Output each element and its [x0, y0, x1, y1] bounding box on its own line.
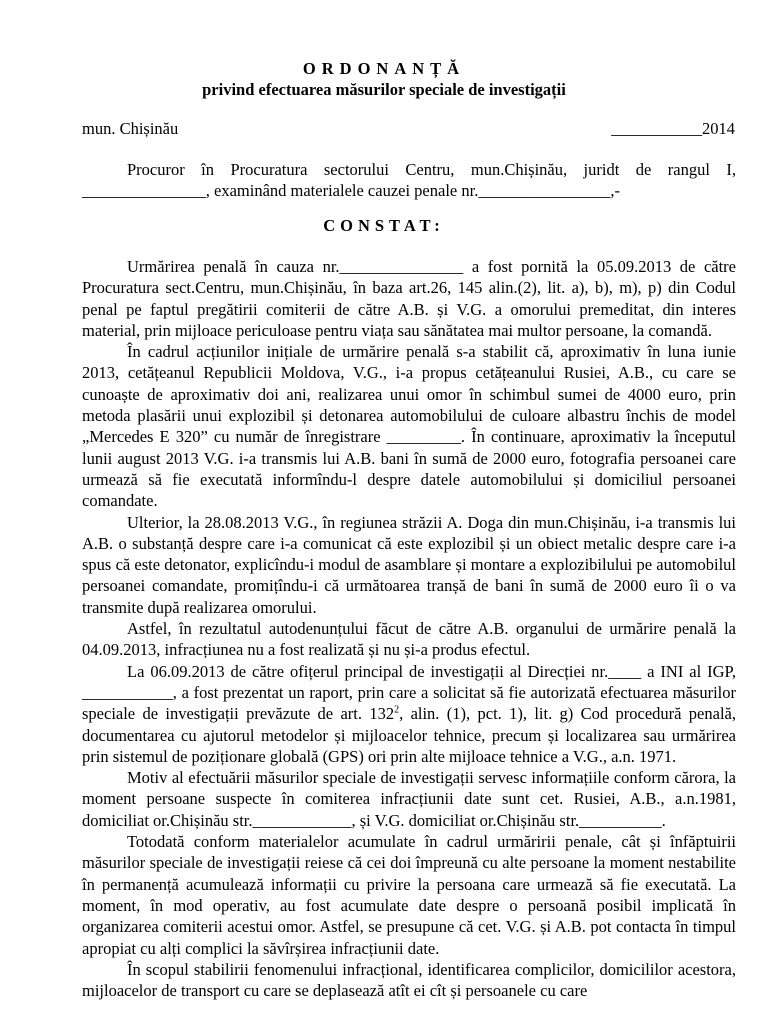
paragraph-1: Urmărirea penală în cauza nr._______________ a fost pornită la 05.09.2013 de către Procuratura sect.Centru, mun.Chișinău, în baza art.26, 145 alin.(2), lit. a), b), m), p) din Codul penal pe faptul pregătirii comiterii de către A.B. și V.G. a omorului premeditat, din interes material, prin mijloace periculoase pentru viața sau sănătatea mai multor persoane, la comandă. — [82, 257, 736, 340]
intro-paragraph: Procuror în Procuratura sectorului Centru, mun.Chișinău, juridt de rangul I, _______________, examinând materialele cauzei penale nr.________________,- — [82, 160, 736, 201]
paragraph-5 — [82, 661, 736, 767]
section-heading-constat: CONSTAT: — [323, 216, 445, 235]
paragraph-6: Motiv al efectuării măsurilor speciale de investigații servesc informațiile conform cărora, la moment persoane suspecte în comiterea infracțiunii date sunt cet. Rusiei, A.B., a.n.1981, domiciliat or.Chișinău str.____________, și V.G. domiciliat or.Chișinău str.__________. — [82, 768, 736, 830]
document-title: ORDONANȚĂ — [302, 59, 466, 78]
paragraph-5-part-b: , alin. (1), pct. 1), lit. g) Cod procedură penală, documentarea cu ajutorul metodelor și mijloacelor tehnice, precum și localizarea sau urmărirea prin sistemul de poziționare globală (GPS) ori prin alte mijloace tehnice a V.G., a.n. 1971. — [82, 704, 736, 766]
paragraph-3: Ulterior, la 28.08.2013 V.G., în regiunea străzii A. Doga din mun.Chișinău, i-a transmis lui A.B. o substanță despre care i-a comunicat că este explozibil și un obiect metalic despre care i-a spus că este detonator, explicîndu-i modul de asamblare și montare a explozibilului pe automobilul persoanei comandate, promițîndu-i că următoarea tranșă de bani în sumă de 2000 euro îi o va transmite după realizarea omorului. — [82, 512, 736, 617]
place-of-issue: mun. Chișinău — [82, 119, 179, 138]
document-body — [82, 256, 736, 1001]
intro-block — [82, 159, 736, 202]
document-subtitle: privind efectuarea măsurilor speciale de investigații — [202, 80, 566, 99]
article-superscript: 2 — [394, 704, 400, 716]
paragraph-2: În cadrul acțiunilor inițiale de urmărire penală s-a stabilit că, aproximativ în luna iunie 2013, cetățeanul Republicii Moldova, V.G., i-a propus cetățeanului Rusiei, A.B., cu care se cunoaște de aproximativ doi ani, realizarea unui omor în schimbul sumei de 4000 euro, prin metoda plasării unui explozibil și detonarea automobilului de culoare albastru închis de model „Mercedes E 320” cu număr de înregistrare _________. În continuare, aproximativ la începutul lunii august 2013 V.G. i-a transmis lui A.B. bani în sumă de 2000 euro, fotografia persoanei care urmează să fie executată informîndu-l despre datele automobilului și domiciliul persoanei comandate. — [82, 342, 736, 511]
paragraph-4: Astfel, în rezultatul autodenunțului făcut de către A.B. organului de urmărire penală la 04.09.2013, infracțiunea nu a fost realizată și nu și-a produs efectul. — [82, 619, 736, 660]
paragraph-7: Totodată conform materialelor acumulate în cadrul urmăririi penale, cât și înfăptuirii măsurilor speciale de investigații reiese că cei doi împreună cu alte persoane la moment nestabilite în permanență acumulează informații cu privire la persoana care urmează să fie executată. La moment, în mod operativ, au fost acumulate date despre o persoană posibil implicată în organizarea comiterii acestui omor. Astfel, se presupune că cet. V.G. și A.B. pot contacta în timpul apropiat cu alți complici la săvîrșirea infracțiunii date. — [82, 832, 736, 958]
issue-date: ___________2014 — [611, 119, 735, 138]
paragraph-8: În scopul stabilirii fenomenului infracțional, identificarea complicilor, domicililor acestora, mijloacelor de transport cu care se deplasează atît ei cît și persoanele cu care — [82, 959, 736, 1001]
paragraph-5-part-a: La 06.09.2013 de către ofițerul principal de investigații al Direcției nr.____ a INI al IGP, ___________, a fost prezentat un raport, prin care a solicitat să fie autorizată efectuarea măsurilor speciale de investigații prevăzute de art. 132 — [82, 661, 736, 724]
